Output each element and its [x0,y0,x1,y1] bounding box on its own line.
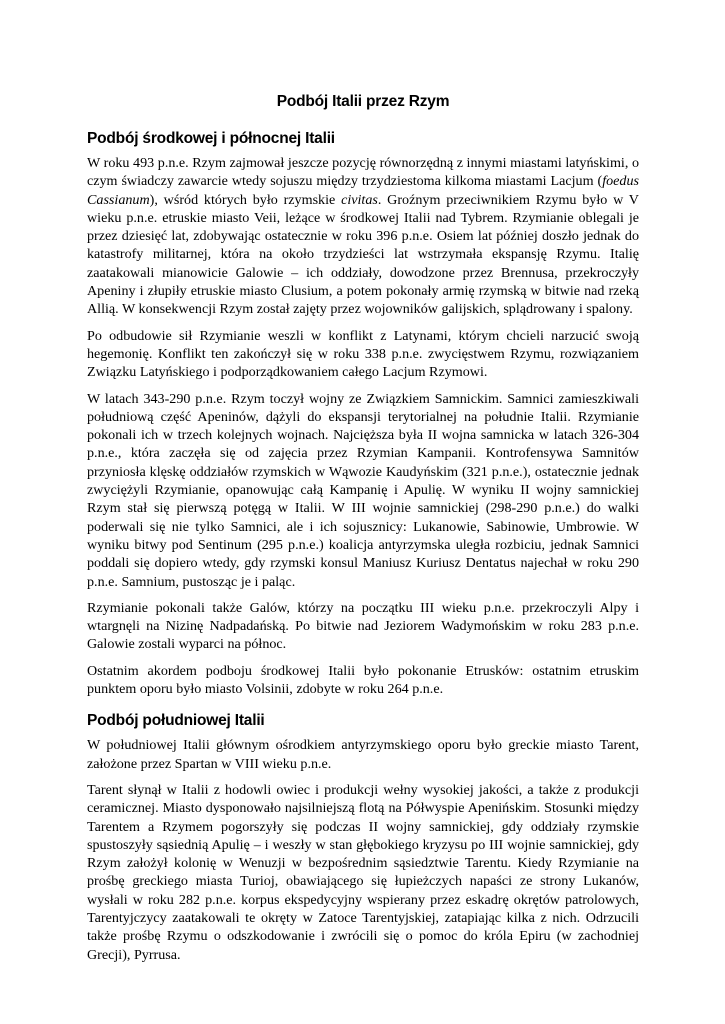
text-segment: Tarent słynął w Italii z hodowli owiec i produkcji wełny wysokiej jakości, a także z produkcji ceramicznej. Miasto dysponowało najsilniejszą flotą na Półwyspie Apenińskim. Stosunki między Tarentem a Rzymem pogorszyły się podczas II wojny samnickiej, gdy oddziały rzymskie spustoszyły sąsiednią Apulię – i weszły w stan głębokiego kryzysu po III wojnie samnickiej, gdy Rzym założył kolonię w Wenuzji w bezpośrednim sąsiedztwie Tarentu. Kiedy Rzymianie na prośbę greckiego miasta Turioj, obawiającego się łupieżczych napaści ze strony Lukanów, wysłali w roku 282 p.n.e. korpus ekspedycyjny wspierany przez eskadrę okrętów patrolowych, Tarentyjczycy zaatakowali te okręty w Zatoce Tarentyjskiej, zatapiając kilka z nich. Odrzucili także prośbę Rzymu o odszkodowanie i zwrócili się o pomoc do króla Epiru (w zachodniej Grecji), Pyrrusa. [87,781,639,963]
text-segment: W południowej Italii głównym ośrodkiem antyrzymskiego oporu było greckie miasto Tarent, założone przez Spartan w VIII wieku p.n.e. [87,737,639,772]
paragraph [87,736,639,773]
text-segment: W latach 343-290 p.n.e. Rzym toczył wojny ze Związkiem Samnickim. Samnici zamieszkiwali południową część Apeninów, dążyli do ekspansji terytorialnej na południe Italii. Rzymianie pokonali ich w trzech kolejnych wojnach. Najcięższa była II wojna samnicka w latach 326-304 p.n.e., która zaczęła się od zajęcia przez Rzymian Kampanii. Kontrofensywa Samnitów przyniosła klęskę oddziałów rzymskich w Wąwozie Kaudyńskim (321 p.n.e.), ostatecznie jednak zwyciężyli Rzymianie, opanowując całą Kampanię i Apulię. W wyniku II wojny samnickiej Rzym stał się pierwszą potęgą w Italii. W III wojnie samnickiej (298-290 p.n.e.) do walki poderwali się nie tylko Samnici, ale i ich sojusznicy: Lukanowie, Sabinowie, Umbrowie. W wyniku bitwy pod Sentinum (295 p.n.e.) koalicja antyrzymska uległa rozbiciu, jednak Samnici poddali się dopiero wtedy, gdy rzymski konsul Maniusz Kuriusz Dentatus najechał w roku 290 p.n.e. Samnium, pustosząc je i paląc. [87,390,639,590]
section-southern-italy [87,712,639,964]
paragraph [87,154,639,319]
text-segment: ), wśród których było rzymskie [149,191,342,208]
document-title: Podbój Italii przez Rzym [276,93,450,110]
text-segment: Po odbudowie sił Rzymianie weszli w konflikt z Latynami, którym chcieli narzucić swoją hegemonię. Konflikt ten zakończył się w roku 338 p.n.e. zwycięstwem Rzymu, rozwiązaniem Związku Latyńskiego i podporządkowaniem całego Lacjum Rzymowi. [87,327,639,381]
italic-term: civitas [341,191,378,208]
italic-term: foedus Cassianum [87,173,639,208]
paragraph [87,390,639,591]
text-segment: . Groźnym przeciwnikiem Rzymu było w V wieku p.n.e. etruskie miasto Veii, leżące w środkowej Italii nad Tybrem. Rzymianie oblegali je przez dziesięć lat, zdobywając ostatecznie w roku 396 p.n.e. Osiem lat później doszło jednak do katastrofy militarnej, która na około trzydzieści lat wstrzymała ekspansję Rzymu. Italię zaatakowali mianowicie Galowie – ich oddziały, dowodzone przez Brennusa, przekroczyły Apeniny i złupiły etruskie miasto Clusium, a potem pokonały armię rzymską w bitwie nad rzeką Allią. W konsekwencji Rzym został zajęty przez wojowników galijskich, splądrowany i spalony. [87,191,639,318]
section-heading: Podbój południowej Italii [87,712,265,730]
document-page [87,93,639,972]
section-central-northern-italy [87,130,639,698]
text-segment: Ostatnim akordem podboju środkowej Italii było pokonanie Etrusków: ostatnim etruskim punktem oporu było miasto Volsinii, zdobyte w roku 264 p.n.e. [87,662,639,698]
text-segment: W roku 493 p.n.e. Rzym zajmował jeszcze pozycję równorzędną z innymi miastami latyńskimi, o czym świadczy zawarcie wtedy sojuszu między trzydziestoma kilkoma miastami Lacjum ( [87,155,639,190]
paragraph [87,599,639,654]
text-segment: Rzymianie pokonali także Galów, którzy na początku III wieku p.n.e. przekroczyli Alpy i wtargnęli na Nizinę Nadpadańską. Po bitwie nad Jeziorem Wadymońskim w roku 283 p.n.e. Galowie zostali wyparci na północ. [87,599,639,653]
section-heading: Podbój środkowej i północnej Italii [87,130,335,147]
paragraph [87,327,639,382]
paragraph [87,781,639,964]
paragraph [87,662,639,699]
